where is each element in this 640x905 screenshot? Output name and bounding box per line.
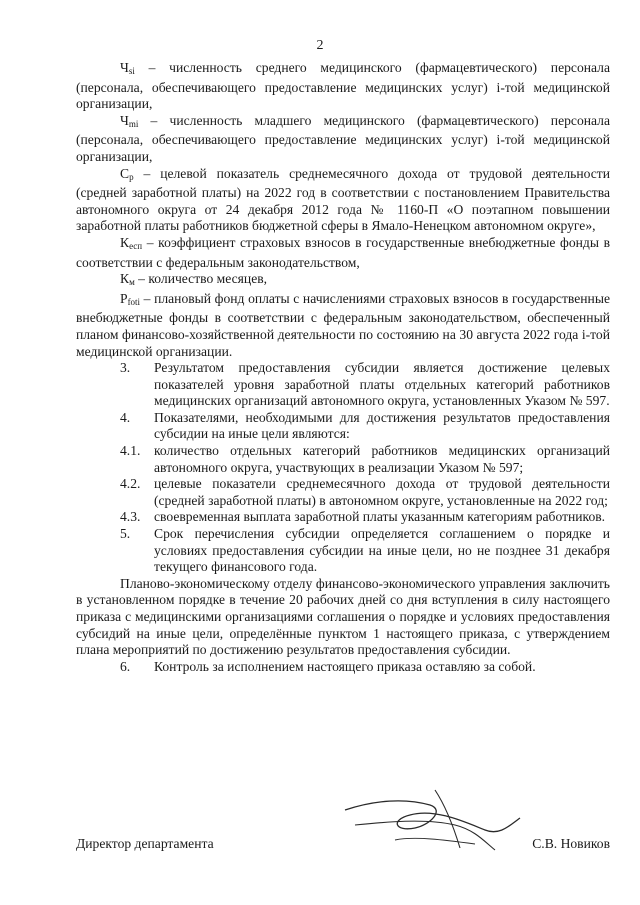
- signatory-name: С.В. Новиков: [532, 836, 610, 851]
- definition-symbol-subscript: mi: [128, 118, 139, 129]
- paragraph-text: Результатом предоставления субсидии является достижение целевых показателей уровня заработной платы отдельных категорий работников медицинских организаций автономного округа, установленных Указом № 597.: [154, 360, 610, 409]
- paragraph-number: 5.: [120, 526, 131, 542]
- definition-symbol-subscript: есп: [129, 240, 143, 251]
- paragraph-text: Показателями, необходимыми для достижения результатов предоставления субсидии на иные цели являются:: [154, 409, 610, 442]
- definition-item: [76, 113, 610, 166]
- definition-item: [76, 291, 610, 360]
- paragraph-number: 4.2.: [120, 476, 141, 492]
- definition-item: [76, 60, 610, 113]
- definition-symbol: Р: [120, 290, 128, 306]
- paragraph-number: 4.3.: [120, 509, 141, 525]
- paragraph-number: 6.: [120, 658, 131, 674]
- definition-symbol-subscript: foti: [127, 296, 141, 307]
- definition-text: – коэффициент страховых взносов в государственные внебюджетные фонды в соответствии с федеральным законодательством,: [76, 234, 610, 270]
- paragraph-number: 3.: [120, 360, 131, 376]
- definition-symbol: Ч: [120, 60, 129, 75]
- paragraph-text: своевременная выплата заработной платы указанным категориям работников.: [154, 509, 606, 525]
- definition-text: – численность среднего медицинского (фармацевтического) персонала (персонала, обеспечивающего предоставление медицинских услуг) i-той медицинской организации,: [76, 60, 610, 112]
- paragraph-5: [76, 526, 610, 576]
- paragraph-number: 4.: [120, 409, 131, 425]
- paragraph-planning: Планово-экономическому отделу финансово-экономического управления заключить в установленном порядке в течение 20 рабочих дней со дня вступления в силу настоящего приказа с медицинскими организациями соглашения о порядке и условиях предоставления субсидий на иные цели, определённые пунктом 1 настоящего приказа, с утверждением плана мероприятий по достижению результатов предоставления субсидии.: [76, 575, 610, 658]
- definition-symbol: С: [120, 165, 130, 181]
- definition-text: – численность младшего медицинского (фармацевтического) персонала (персонала, обеспечивающего предоставление медицинских услуг) i-той медицинской организации,: [76, 112, 610, 164]
- definition-text: – количество месяцев,: [134, 271, 268, 287]
- paragraph-text: целевые показатели среднемесячного дохода от трудовой деятельности (средней заработной платы) в автономном округе, установленные на 2022 год;: [154, 476, 610, 508]
- definition-symbol: К: [120, 234, 130, 250]
- page-number: 2: [316, 38, 324, 53]
- paragraph-number: 4.1.: [120, 443, 141, 459]
- subparagraph-4-3: [76, 509, 610, 526]
- definition-item: [76, 235, 610, 271]
- paragraph-text: Контроль за исполнением настоящего приказа оставляю за собой.: [154, 658, 536, 674]
- subparagraph-4-2: [76, 476, 610, 509]
- document-body: [76, 60, 610, 675]
- definition-item: [76, 166, 610, 235]
- definition-symbol-subscript: si: [128, 66, 135, 76]
- paragraph-text: количество отдельных категорий работников медицинских организаций автономного округа, участвующих в реализации Указом № 597;: [154, 443, 610, 475]
- paragraph-3: [76, 360, 610, 410]
- definition-text: – целевой показатель среднемесячного дохода от трудовой деятельности (средней заработной платы) на 2022 год в соответствии с постановлением Правительства автономного округа от 24 декабря 2012 года № 1160-П «О поэтапном повышении заработной платы работников бюджетной сферы в Ямало-Ненецком автономном округе»,: [76, 165, 610, 234]
- definition-item: [76, 271, 610, 291]
- definition-symbol: Ч: [120, 112, 129, 128]
- paragraph-4: [76, 410, 610, 443]
- definition-symbol-subscript: р: [129, 171, 134, 182]
- definitions-list: [76, 60, 610, 360]
- definition-text: – плановый фонд оплаты с начислениями страховых взносов в государственные внебюджетные фонды в соответствии с федеральным законодательством, обеспеченный планом финансово-хозяйственной деятельности по состоянию на 30 августа 2022 года i-той медицинской организации.: [76, 290, 610, 359]
- paragraph-text: Срок перечисления субсидии определяется соглашением о порядке и условиях предоставления субсидии на иные цели, но не позднее 31 декабря текущего финансового года.: [154, 526, 610, 575]
- signatory-position: Директор департамента: [76, 836, 214, 851]
- definition-symbol-subscript: м: [129, 277, 135, 288]
- paragraph-6: [76, 659, 610, 676]
- subparagraph-4-1: [76, 443, 610, 476]
- signature-row: [76, 836, 610, 856]
- definition-symbol: К: [120, 271, 130, 287]
